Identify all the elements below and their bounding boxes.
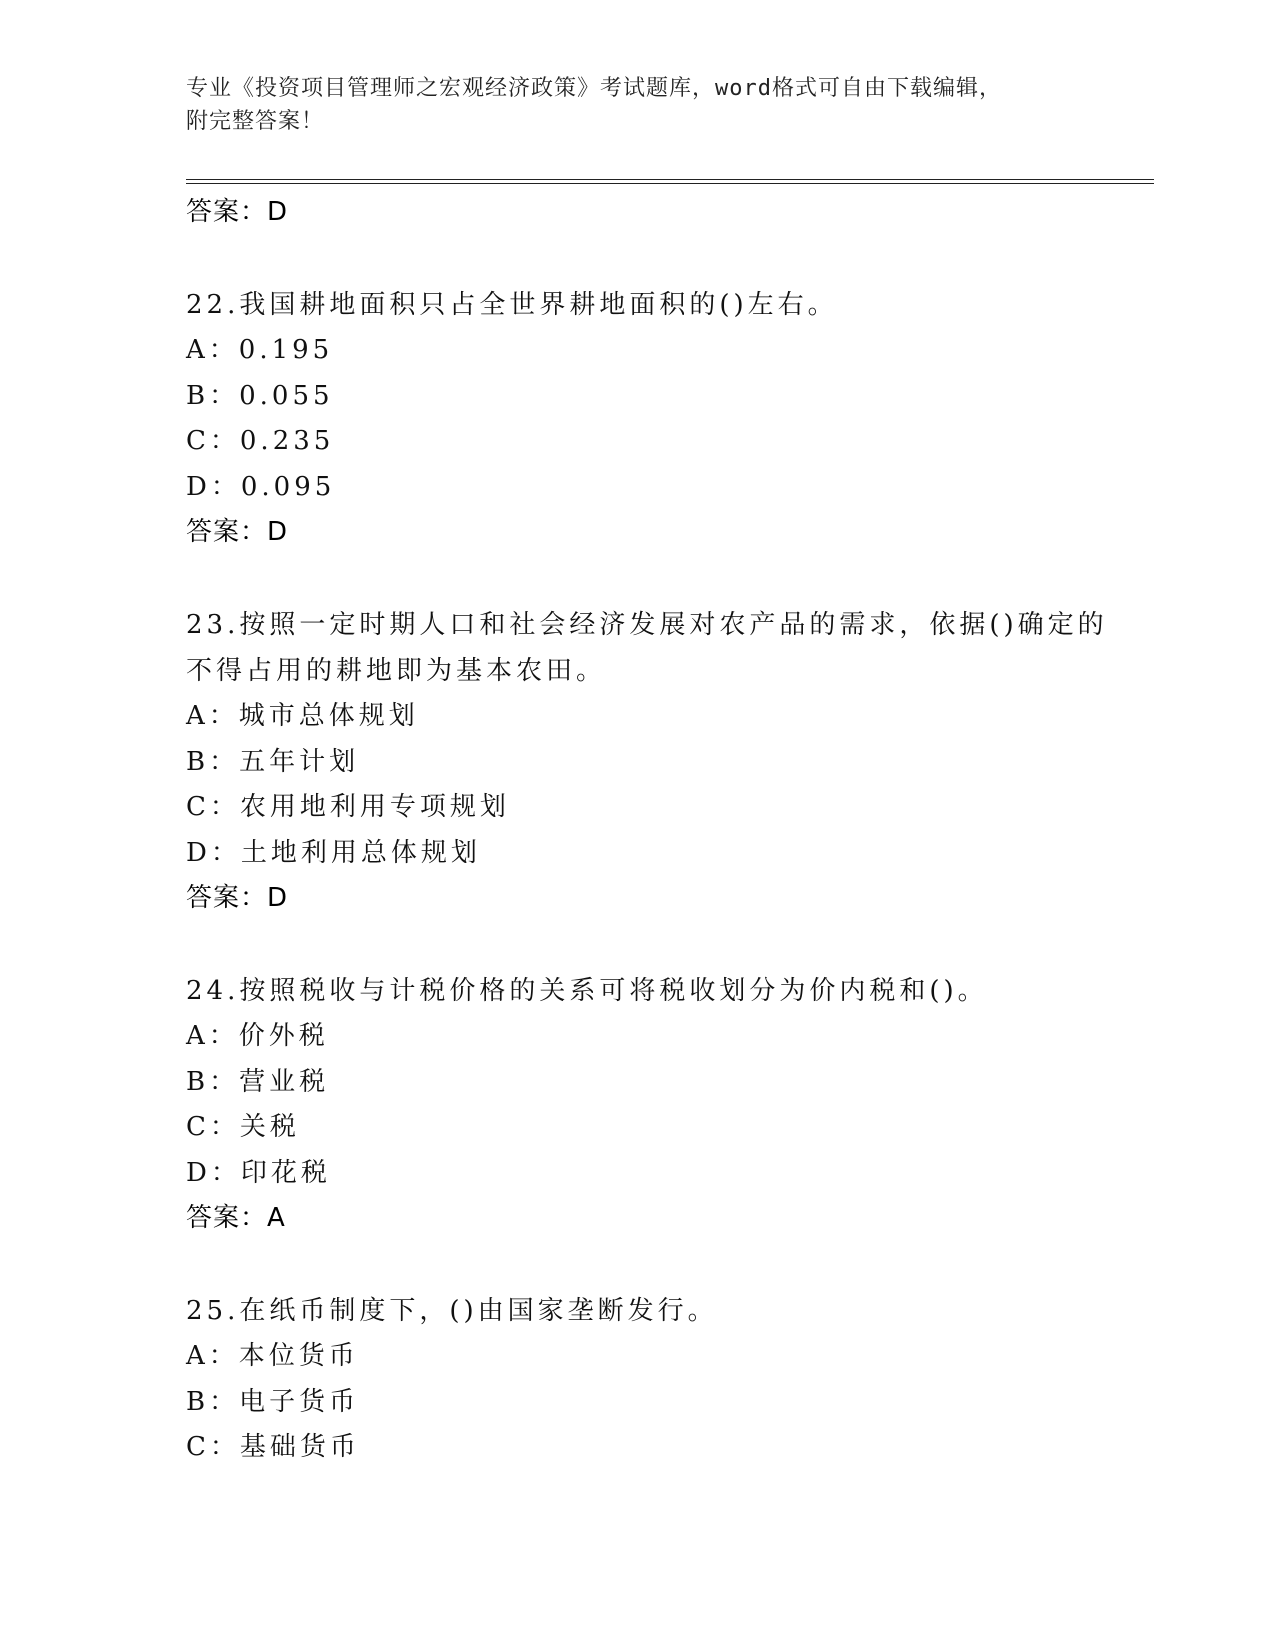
question-25-option-c: C：基础货币 xyxy=(186,1432,360,1462)
question-block-24 xyxy=(186,968,1146,1240)
question-22-text: 22.我国耕地面积只占全世界耕地面积的()左右。 xyxy=(186,290,838,320)
question-22-answer: 答案：D xyxy=(186,517,289,547)
question-block-25 xyxy=(186,1288,1146,1471)
question-24-answer: 答案：A xyxy=(186,1203,286,1233)
question-23-option-d: D：土地利用总体规划 xyxy=(186,837,481,868)
document-header xyxy=(186,72,1086,138)
question-23-option-c: C：农用地利用专项规划 xyxy=(186,792,510,822)
question-block-22 xyxy=(186,282,1146,554)
question-23-answer: 答案：D xyxy=(186,883,289,913)
question-23-option-a: A：城市总体规划 xyxy=(186,701,419,731)
header-line-2: 附完整答案！ xyxy=(186,109,325,134)
question-24-option-a: A：价外税 xyxy=(186,1021,329,1051)
header-divider-bottom xyxy=(186,183,1154,184)
header-divider-top xyxy=(186,179,1154,180)
question-25-text: 25.在纸币制度下，()由国家垄断发行。 xyxy=(186,1296,718,1326)
question-22-option-b: B：0.055 xyxy=(186,380,334,411)
question-23-option-b: B：五年计划 xyxy=(186,746,360,777)
question-22-option-d: D：0.095 xyxy=(186,471,336,502)
question-23-text-line-2: 不得占用的耕地即为基本农田。 xyxy=(186,656,607,686)
question-22-option-a: A：0.195 xyxy=(186,335,334,365)
document-body xyxy=(186,190,1146,1471)
question-25-option-a: A：本位货币 xyxy=(186,1341,359,1371)
question-24-option-b: B：营业税 xyxy=(186,1066,330,1097)
question-24-option-d: D：印花税 xyxy=(186,1157,331,1188)
question-24-text: 24.按照税收与计税价格的关系可将税收划分为价内税和()。 xyxy=(186,976,988,1006)
question-23-text-line-1: 23.按照一定时期人口和社会经济发展对农产品的需求，依据()确定的 xyxy=(186,610,1108,640)
answer-21: 答案：D xyxy=(186,197,289,227)
question-22-option-c: C：0.235 xyxy=(186,426,335,456)
question-25-option-b: B：电子货币 xyxy=(186,1386,360,1417)
question-block-23 xyxy=(186,602,1146,920)
header-line-1: 专业《投资项目管理师之宏观经济政策》考试题库，word格式可自由下载编辑， xyxy=(186,76,1002,101)
question-24-option-c: C：关税 xyxy=(186,1112,300,1142)
